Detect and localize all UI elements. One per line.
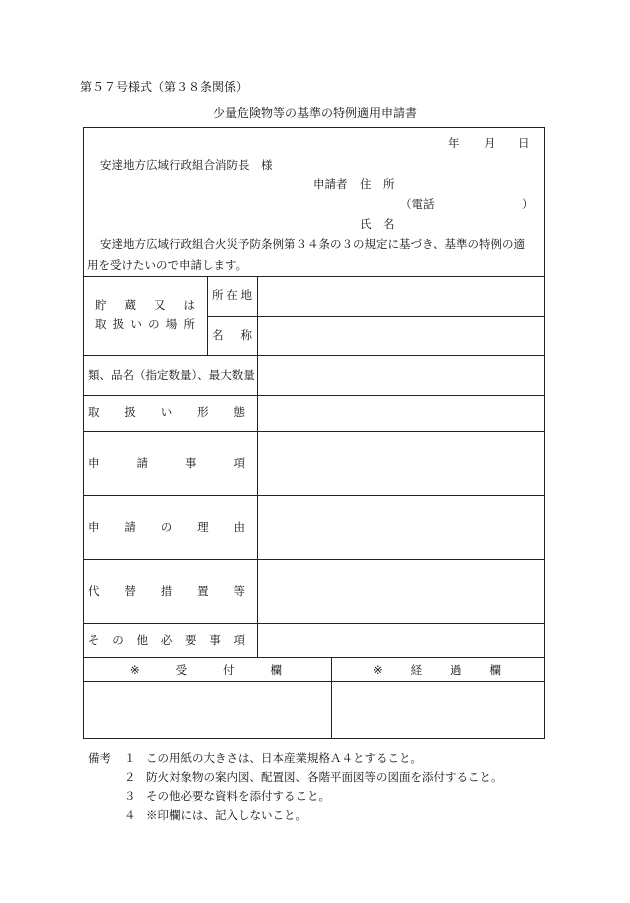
phone-field[interactable] [442, 196, 524, 214]
note-2-number: ２ [124, 770, 136, 784]
application-items-label: 申 請 事 項 [88, 456, 245, 470]
other-required-label: そ の 他 必 要 事 項 [88, 633, 245, 647]
alternative-measures-field[interactable] [262, 568, 544, 618]
application-reason-field[interactable] [262, 504, 544, 554]
phone-close-label: ） [522, 197, 534, 211]
note-2-text: 防火対象物の案内図、配置図、各階平面図等の図面を添付すること。 [146, 770, 503, 784]
document-title: 少量危険物等の基準の特例適用申請書 [212, 106, 417, 120]
location-label: 所 在 地 [212, 288, 252, 302]
rule-type-qty [83, 395, 545, 396]
address-label: 住 所 [360, 177, 395, 191]
note-3-number: ３ [124, 789, 136, 803]
facility-name-field[interactable] [262, 324, 544, 350]
phone-open-label: （電話 [400, 197, 435, 211]
note-1-text: この用紙の大きさは、日本産業規格Ａ４とすること。 [146, 751, 422, 765]
addressee: 安達地方広域行政組合消防長 様 [100, 158, 273, 172]
rule-items [83, 495, 545, 496]
progress-box [332, 682, 544, 738]
other-required-field[interactable] [262, 630, 544, 654]
name-row-label: 名 称 [212, 328, 252, 342]
date-month-label: 月 [484, 136, 496, 150]
rule-other [83, 657, 545, 658]
divider-label-column [257, 276, 258, 657]
rule-handling [83, 431, 545, 432]
address-field[interactable] [400, 176, 544, 194]
note-4-number: ４ [124, 808, 136, 822]
progress-column-header: ※ 経 過 欄 [373, 663, 501, 677]
rule-reason [83, 559, 545, 560]
applicant-label: 申請者 [313, 177, 348, 191]
type-quantity-label: 類、品名（指定数量）、最大数量 [88, 368, 255, 382]
reception-column-header: ※ 受 付 欄 [130, 663, 282, 677]
rule-alternative [83, 623, 545, 624]
date-year-label: 年 [448, 136, 460, 150]
application-reason-label: 申 請 の 理 由 [88, 520, 245, 534]
body-text-line2: 用を受けたいので申請します。 [87, 258, 248, 272]
note-4-text: ※印欄には、記入しないこと。 [146, 808, 307, 822]
application-items-field[interactable] [262, 440, 544, 490]
form-number: 第５７号様式（第３８条関係） [80, 80, 249, 94]
rule-storage [83, 355, 545, 356]
date-day-label: 日 [518, 136, 530, 150]
type-quantity-field[interactable] [262, 363, 544, 389]
reception-box [84, 682, 330, 738]
note-1-number: １ [124, 751, 136, 765]
handling-form-label: 取 扱 い 形 態 [88, 405, 245, 419]
location-field[interactable] [262, 284, 544, 310]
divider-storage [207, 276, 208, 355]
handling-form-field[interactable] [262, 401, 544, 427]
rule-top-block [83, 276, 545, 277]
storage-place-label-line1: 貯 蔵 又 は [95, 298, 195, 312]
storage-place-label-line2: 取 扱 い の 場 所 [95, 317, 195, 331]
body-text-line1: 安達地方広域行政組合火災予防条例第３４条の３の規定に基づき、基準の特例の適 [100, 237, 526, 251]
applicant-name-field[interactable] [400, 216, 544, 234]
note-3-text: その他必要な資料を添付すること。 [146, 789, 330, 803]
name-label: 氏 名 [360, 217, 395, 231]
alternative-measures-label: 代 替 措 置 等 [88, 584, 245, 598]
notes-label: 備考 [88, 751, 111, 765]
